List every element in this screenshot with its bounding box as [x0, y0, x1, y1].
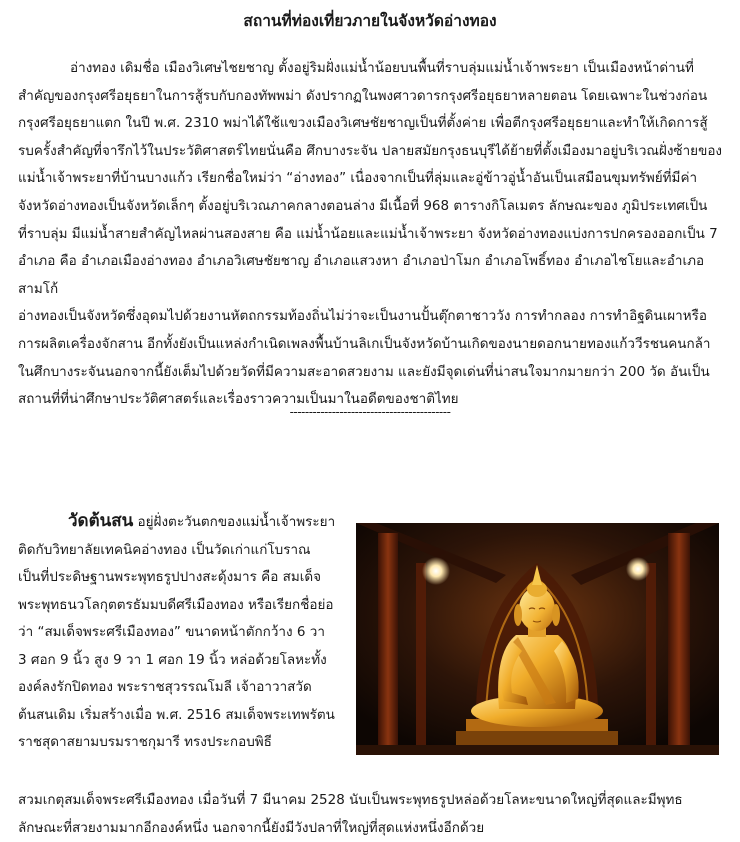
golden-buddha-photo: [356, 523, 719, 755]
temple-description: อยู่ฝั่งตะวันตกของแม่น้ำเจ้าพระยา ติดกับวิทยาลัยเทคนิคอ่างทอง เป็นวัดเก่าแก่โบราณ เป็นที่ประดิษฐานพระพุทธรูปปางสะดุ้งมาร คือ สมเด็จพระพุทธนวโลกุตตรธัมมบดีศรีเมืองทอง หรือเรียกชื่อย่อว่า “สมเด็จพระศรีเมืองทอง” ขนาดหน้าตักกว้าง 6 วา 3 ศอก 9 นิ้ว สูง 9 วา 1 ศอก 19 นิ้ว หล่อด้วยโลหะทั้งองค์ลงรักปิดทอง พระราชสุวรรณโมลี เจ้าอาวาสวัดต้นสนเดิม เริ่มสร้างเมื่อ พ.ศ. 2516 สมเด็จพระเทพรัตนราชสุดาสยามบรมราชกุมารี ทรงประกอบพิธี: [18, 514, 336, 750]
temple-description-continued: สวมเกตุสมเด็จพระศรีเมืองทอง เมื่อวันที่ 7 มีนาคม 2528 นับเป็นพระพุทธรูปหล่อด้วยโลหะขนาดใหญ่ที่สุดและมีพุทธลักษณะที่สวยงามมากอีกองค์หนึ่ง นอกจากนี้ยังมีวังปลาที่ใหญ่ที่สุดแห่งหนึ่งอีกด้วย: [18, 792, 683, 836]
intro-paragraph-history: อ่างทอง เดิมชื่อ เมืองวิเศษไชยชาญ ตั้งอยู่ริมฝั่งแม่น้ำน้อยบนพื้นที่ราบลุ่มแม่น้ำเจ้าพระยา เป็นเมืองหน้าด่านที่สำคัญของกรุงศรีอยุธยาในการสู้รบกับกองทัพพม่า ดังปรากฏในพงศาวดารกรุงศรีอยุธยาหลายตอน โดยเฉพาะในช่วงก่อนกรุงศรีอยุธยาแตก ในปี พ.ศ. 2310 พม่าได้ใช้แขวงเมืองวิเศษชัยชาญเป็นที่ตั้งค่าย เพื่อตีกรุงศรีอยุธยาและทำให้เกิดการสู้รบครั้งสำคัญที่จารึกไว้ในประวัติศาสตร์ไทยนั่นคือ ศึกบางระจัน ปลายสมัยกรุงธนบุรีได้ย้ายที่ตั้งเมืองมาอยู่บริเวณฝั่งซ้ายของแม่น้ำเจ้าพระยาที่บ้านบางแก้ว เรียกชื่อใหม่ว่า “อ่างทอง” เนื่องจากเป็นที่ลุ่มและอู่ข้าวอู่น้ำอันเป็นเสมือนขุมทรัพย์ที่มีค่า: [18, 60, 723, 187]
intro-paragraph-geography: จังหวัดอ่างทองเป็นจังหวัดเล็กๆ ตั้งอยู่บริเวณภาคกลางตอนล่าง มีเนื้อที่ 968 ตารางกิโลเมตร ลักษณะของ ภูมิประเทศเป็นที่ราบลุ่ม มีแม่น้ำสายสำคัญไหลผ่านสองสาย คือ แม่น้ำน้อยและแม่น้ำเจ้าพระยา จังหวัดอ่างทองแบ่งการปกครองออกเป็น 7 อำเภอ คือ อำเภอเมืองอ่างทอง อำเภอวิเศษชัยชาญ อำเภอแสวงหา อำเภอป่าโมก อำเภอโพธิ์ทอง อำเภอไชโยและอำเภอสามโก้: [18, 197, 718, 297]
intro-paragraph-culture: อ่างทองเป็นจังหวัดซึ่งอุดมไปด้วยงานหัตถกรรมท้องถิ่นไม่ว่าจะเป็นงานปั้นตุ๊กตาชาววัง การทำกลอง การทำอิฐดินเผาหรือการผลิตเครื่องจักสาน อีกทั้งยังเป็นแหล่งกำเนิดเพลงพื้นบ้านลิเกเป็นจังหวัดบ้านเกิดของนายดอกนายทองแก้ววีรชนคนกล้าในศึกบางระจันนอกจากนี้ยังเต็มไปด้วยวัดที่มีความสะอาดสวยงาม และยังมีจุดเด่นที่น่าสนใจมากมายกว่า 200 วัด อันเป็นสถานที่ที่น่าศึกษาประวัติศาสตร์และเรื่องราวความเป็นมาในอดีตของชาติไทย: [18, 308, 711, 408]
section-divider: ------------------------------------------: [289, 405, 451, 419]
temple-name-heading: วัดต้นสน: [68, 511, 134, 531]
page-title: สถานที่ท่องเที่ยวภายในจังหวัดอ่างทอง: [243, 12, 497, 30]
temple-text-column: [18, 508, 336, 757]
golden-buddha-statue-icon: [356, 523, 719, 755]
intro-section: [18, 55, 723, 414]
